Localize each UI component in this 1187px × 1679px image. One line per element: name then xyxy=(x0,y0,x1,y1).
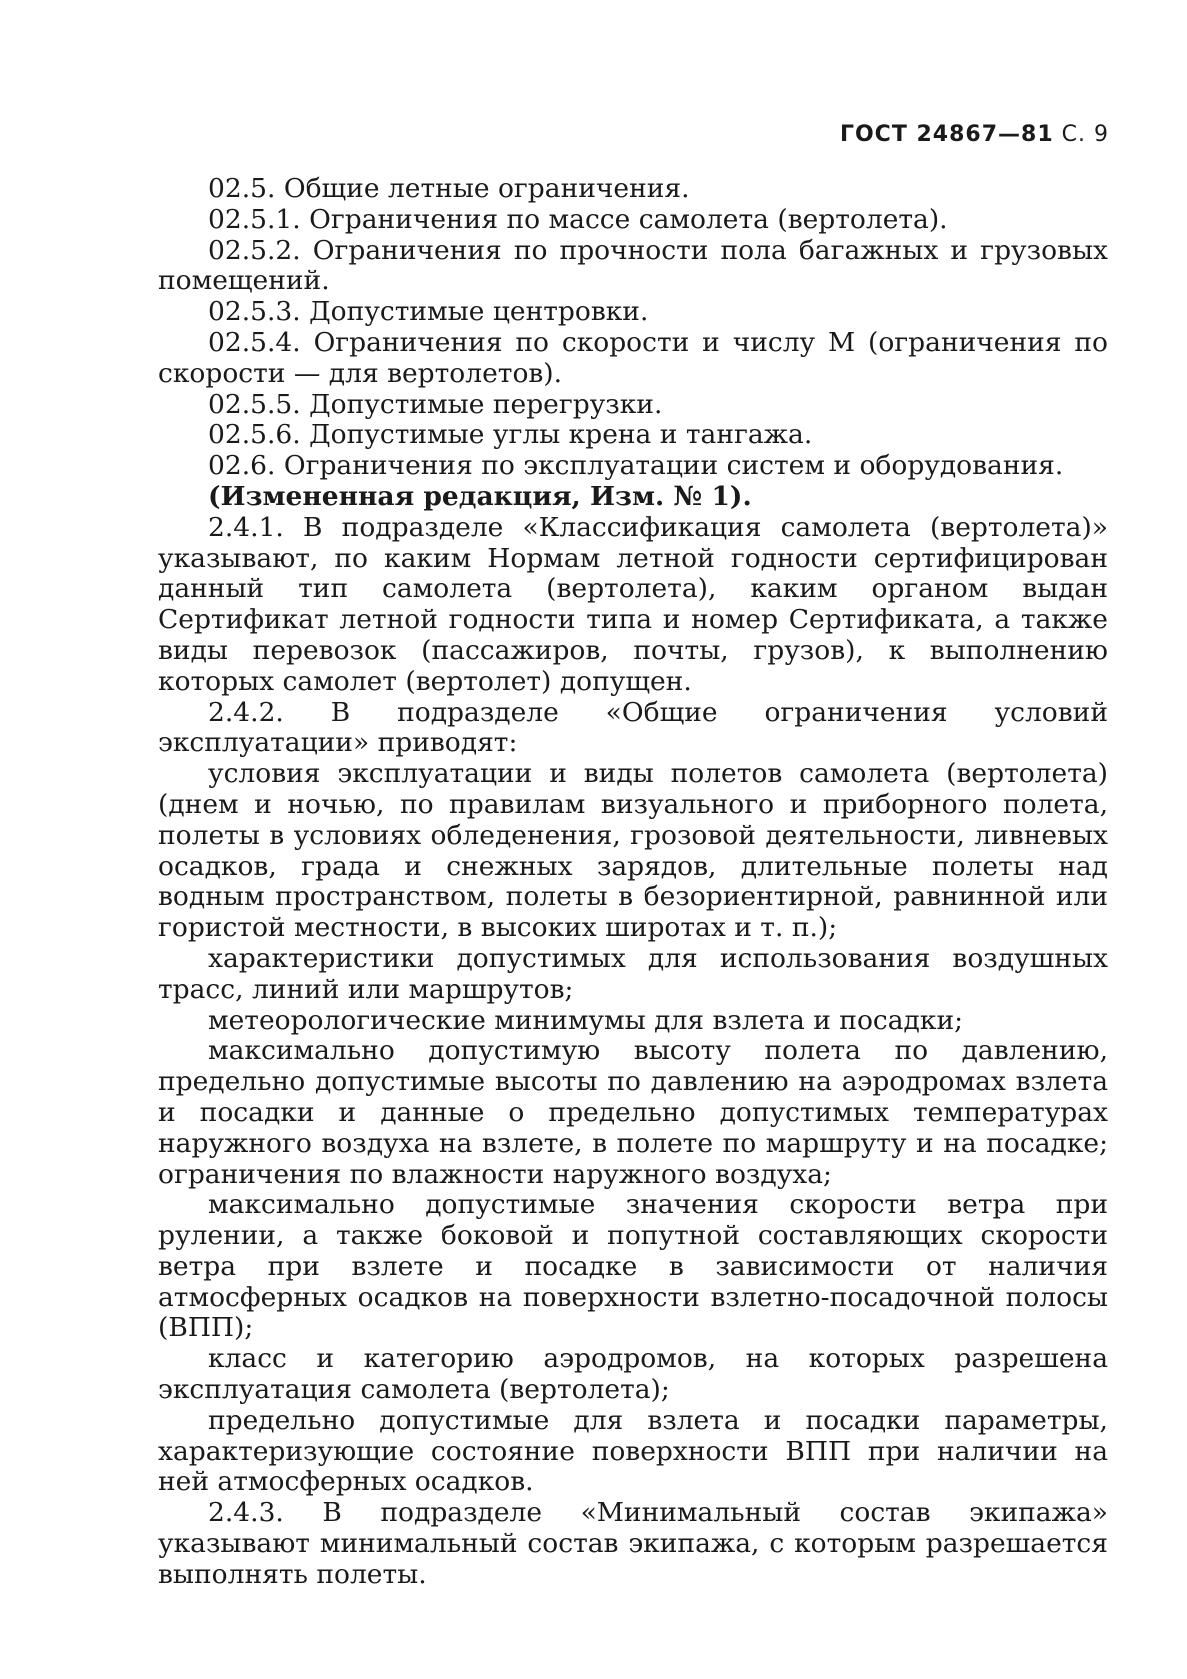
page-header xyxy=(840,122,1109,147)
list-item-altitude: максимально допустимую высоту полета по давлению, предельно допустимые высоты по давлению на аэродромах взлета и посадки и данные о предельно допустимых температурах наружного воздуха на взлете, в полете по маршруту и на посадке; ограничения по влажности наружного воздуха; xyxy=(158,1035,1108,1190)
paragraph-02-5-5: 02.5.5. Допустимые перегрузки. xyxy=(208,388,663,420)
amendment-note: (Измененная редакция, Изм. № 1). xyxy=(208,480,752,512)
page-number: С. 9 xyxy=(1061,122,1109,147)
list-item-minimums: метеорологические минимумы для взлета и посадки; xyxy=(208,1004,964,1036)
paragraph-02-5-3: 02.5.3. Допустимые центровки. xyxy=(208,296,649,328)
list-item-runway: предельно допустимые для взлета и посадки параметры, характеризующие состояние поверхности ВПП при наличии на ней атмосферных осадков. xyxy=(158,1404,1108,1498)
paragraph-2-4-3: 2.4.3. В подразделе «Минимальный состав экипажа» указывают минимальный состав экипажа, с которым разрешается выполнять полеты. xyxy=(158,1497,1108,1590)
paragraph-02-5-2: 02.5.2. Ограничения по прочности пола багажных и грузовых помещений. xyxy=(158,234,1108,297)
paragraph-2-4-2: 2.4.2. В подразделе «Общие ограничения условий эксплуатации» приводят: xyxy=(158,696,1108,759)
document-body xyxy=(158,174,1108,1591)
paragraph-02-5-1: 02.5.1. Ограничения по массе самолета (вертолета). xyxy=(208,203,948,235)
paragraph-2-4-1: 2.4.1. В подразделе «Классификация самолета (вертолета)» указывают, по каким Нормам летной годности сертифицирован данный тип самолета (вертолета), каким органом выдан Сертификат летной годности типа и номер Сертификата, а также виды перевозок (пассажиров, почты, грузов), к выполнению которых самолет (вертолет) допущен. xyxy=(158,511,1108,697)
list-item-conditions: условия эксплуатации и виды полетов самолета (вертолета) (днем и ночью, по правилам визуального и приборного полета, полеты в условиях обледенения, грозовой деятельности, ливневых осадков, града и снежных зарядов, длительные полеты над водным пространством, полеты в безориентирной, равнинной или гористой местности, в высоких широтах и т. п.); xyxy=(158,758,1108,944)
list-item-aerodromes: класс и категорию аэродромов, на которых разрешена эксплуатация самолета (вертолета); xyxy=(158,1343,1108,1406)
list-item-routes: характеристики допустимых для использования воздушных трасс, линий или маршрутов; xyxy=(158,942,1108,1005)
paragraph-02-5-4: 02.5.4. Ограничения по скорости и числу М (ограничения по скорости — для вертолетов). xyxy=(158,326,1108,389)
standard-number: ГОСТ 24867—81 xyxy=(839,122,1054,147)
list-item-wind: максимально допустимые значения скорости ветра при рулении, а также боковой и попутной составляющих скорости ветра при взлете и посадке в зависимости от наличия атмосферных осадков на поверхности взлетно-посадочной полосы (ВПП); xyxy=(158,1189,1108,1344)
paragraph-02-5-6: 02.5.6. Допустимые углы крена и тангажа. xyxy=(208,419,813,451)
paragraph-02-5: 02.5. Общие летные ограничения. xyxy=(208,173,690,204)
paragraph-02-6: 02.6. Ограничения по эксплуатации систем и оборудования. xyxy=(208,450,1064,482)
